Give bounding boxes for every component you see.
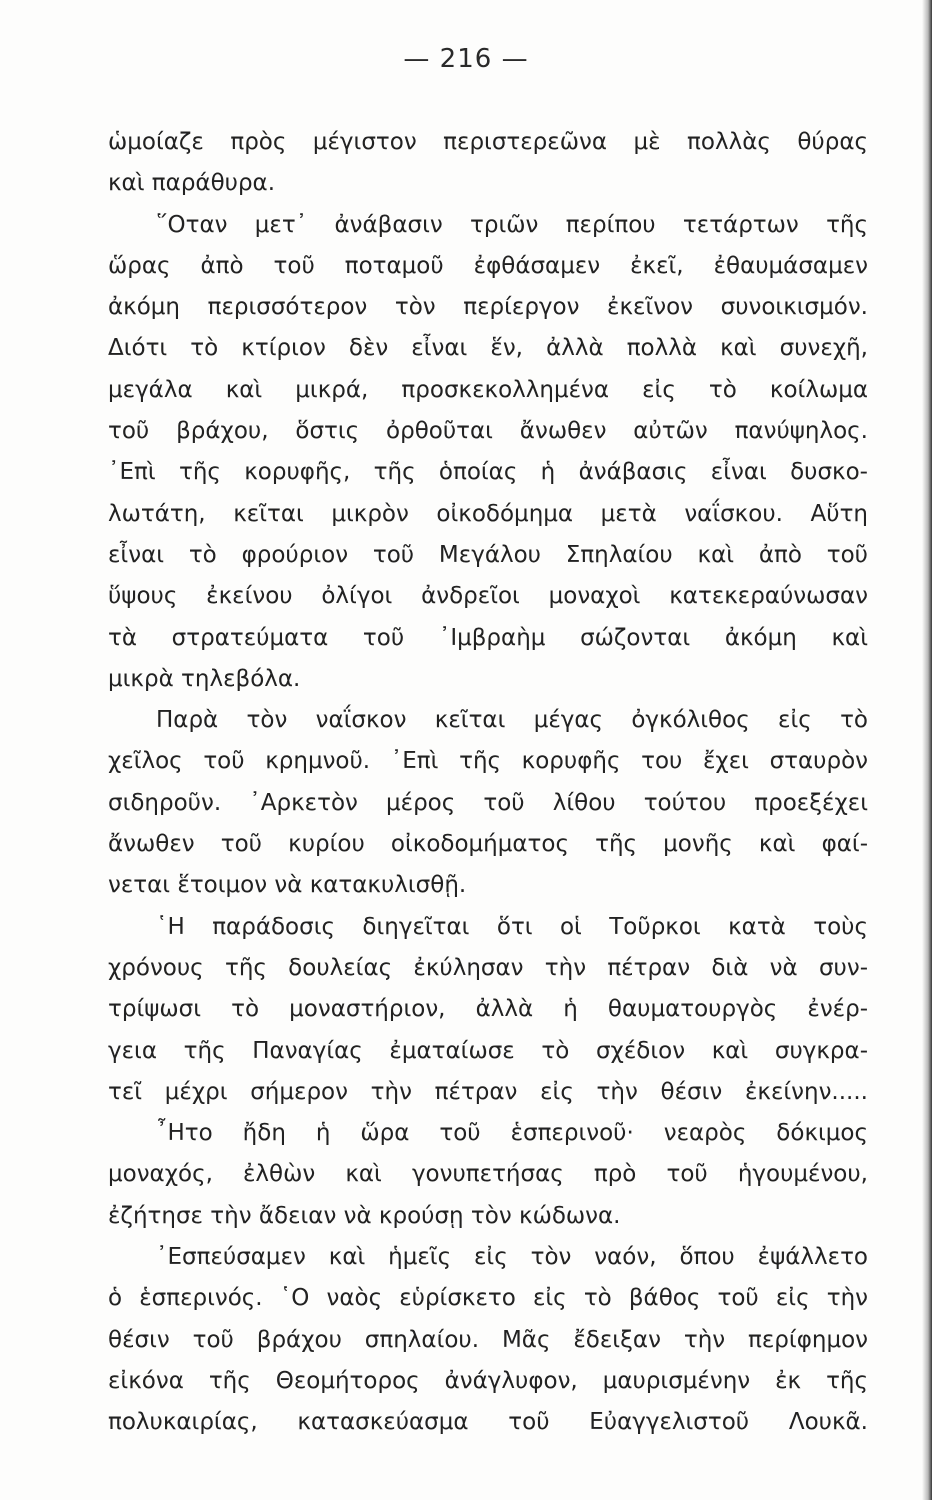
text-line: ἐζήτησε τὴν ἄδειαν νὰ κρούσῃ τὸν κώδωνα. — [108, 1202, 621, 1229]
text-line: σιδηροῦν. ᾽Αρκετὸν μέρος τοῦ λίθου τούτου προεξέχει — [108, 789, 868, 816]
text-line: Διότι τὸ κτίριον δὲν εἶναι ἕν, ἀλλὰ πολλὰ καὶ συνεχῆ, — [108, 335, 868, 362]
text-line: χρόνους τῆς δουλείας ἐκύλησαν τὴν πέτραν διὰ νὰ συν- — [108, 954, 868, 981]
page-number: — 216 — — [403, 44, 529, 74]
text-line: εἰκόνα τῆς Θεομήτορος ἀνάγλυφον, μαυρισμένην ἐκ τῆς — [108, 1367, 868, 1394]
text-line: λωτάτη, κεῖται μικρὸν οἰκοδόμημα μετὰ ναΐσκου. Αὕτη — [108, 500, 868, 527]
text-line: τρίψωσι τὸ μοναστήριον, ἀλλὰ ἡ θαυματουργὸς ἐνέρ- — [108, 996, 868, 1023]
text-line: καὶ παράθυρα. — [108, 170, 276, 197]
text-line: ὁ ἑσπερινός. ῾Ο ναὸς εὑρίσκετο εἰς τὸ βάθος τοῦ εἰς τὴν — [108, 1285, 868, 1312]
text-line: μοναχός, ἐλθὼν καὶ γονυπετήσας πρὸ τοῦ ἡγουμένου, — [108, 1161, 868, 1188]
text-line: ῞Οταν μετ᾽ ἀνάβασιν τριῶν περίπου τετάρτων τῆς — [156, 211, 868, 238]
text-line: μεγάλα καὶ μικρά, προσκεκολλημένα εἰς τὸ κοίλωμα — [108, 376, 868, 403]
page-edge-shadow — [922, 0, 932, 1500]
text-line: ᾽Εσπεύσαμεν καὶ ἡμεῖς εἰς τὸν ναόν, ὅπου ἐψάλλετο — [156, 1244, 868, 1271]
text-line: πολυκαιρίας, κατασκεύασμα τοῦ Εὐαγγελιστοῦ Λουκᾶ. — [108, 1409, 868, 1436]
text-line: ῾Η παράδοσις διηγεῖται ὅτι οἱ Τοῦρκοι κατὰ τοὺς — [156, 913, 868, 940]
text-line: ὡμοίαζε πρὸς μέγιστον περιστερεῶνα μὲ πολλὰς θύρας — [108, 129, 868, 155]
text-line: ἀκόμη περισσότερον τὸν περίεργον ἐκεῖνον συνοικισμόν. — [108, 294, 868, 321]
text-line: νεται ἕτοιμον νὰ κατακυλισθῇ. — [108, 872, 467, 899]
text-line: ὥρας ἀπὸ τοῦ ποταμοῦ ἐφθάσαμεν ἐκεῖ, ἐθαυμάσαμεν — [108, 252, 868, 279]
text-line: μικρὰ τηλεβόλα. — [108, 665, 301, 692]
text-line: ὕψους ἐκείνου ὀλίγοι ἀνδρεῖοι μοναχοὶ κατεκεραύνωσαν — [108, 583, 868, 610]
body-text — [108, 122, 868, 1444]
text-line: ᾽Επὶ τῆς κορυφῆς, τῆς ὁποίας ἡ ἀνάβασις εἶναι δυσκο- — [108, 459, 868, 486]
text-line: ῏Ητο ἤδη ἡ ὥρα τοῦ ἑσπερινοῦ· νεαρὸς δόκιμος — [156, 1120, 868, 1147]
text-line: ἄνωθεν τοῦ κυρίου οἰκοδομήματος τῆς μονῆς καὶ φαί- — [108, 831, 868, 858]
text-line: θέσιν τοῦ βράχου σπηλαίου. Μᾶς ἔδειξαν τὴν περίφημον — [108, 1326, 868, 1353]
text-line: γεια τῆς Παναγίας ἐματαίωσε τὸ σχέδιον καὶ συγκρα- — [108, 1037, 868, 1064]
text-line: τοῦ βράχου, ὅστις ὀρθοῦται ἄνωθεν αὐτῶν πανύψηλος. — [108, 418, 868, 445]
text-line: χεῖλος τοῦ κρημνοῦ. ᾽Επὶ τῆς κορυφῆς του ἔχει σταυρὸν — [108, 748, 868, 775]
text-line: εἶναι τὸ φρούριον τοῦ Μεγάλου Σπηλαίου καὶ ἀπὸ τοῦ — [108, 541, 868, 568]
text-line: τεῖ μέχρι σήμερον τὴν πέτραν εἰς τὴν θέσιν ἐκείνην..... — [108, 1078, 868, 1105]
text-line: τὰ στρατεύματα τοῦ ᾽Ιμβραὴμ σώζονται ἀκόμη καὶ — [108, 624, 868, 651]
text-line: Παρὰ τὸν ναΐσκον κεῖται μέγας ὀγκόλιθος εἰς τὸ — [156, 707, 868, 734]
